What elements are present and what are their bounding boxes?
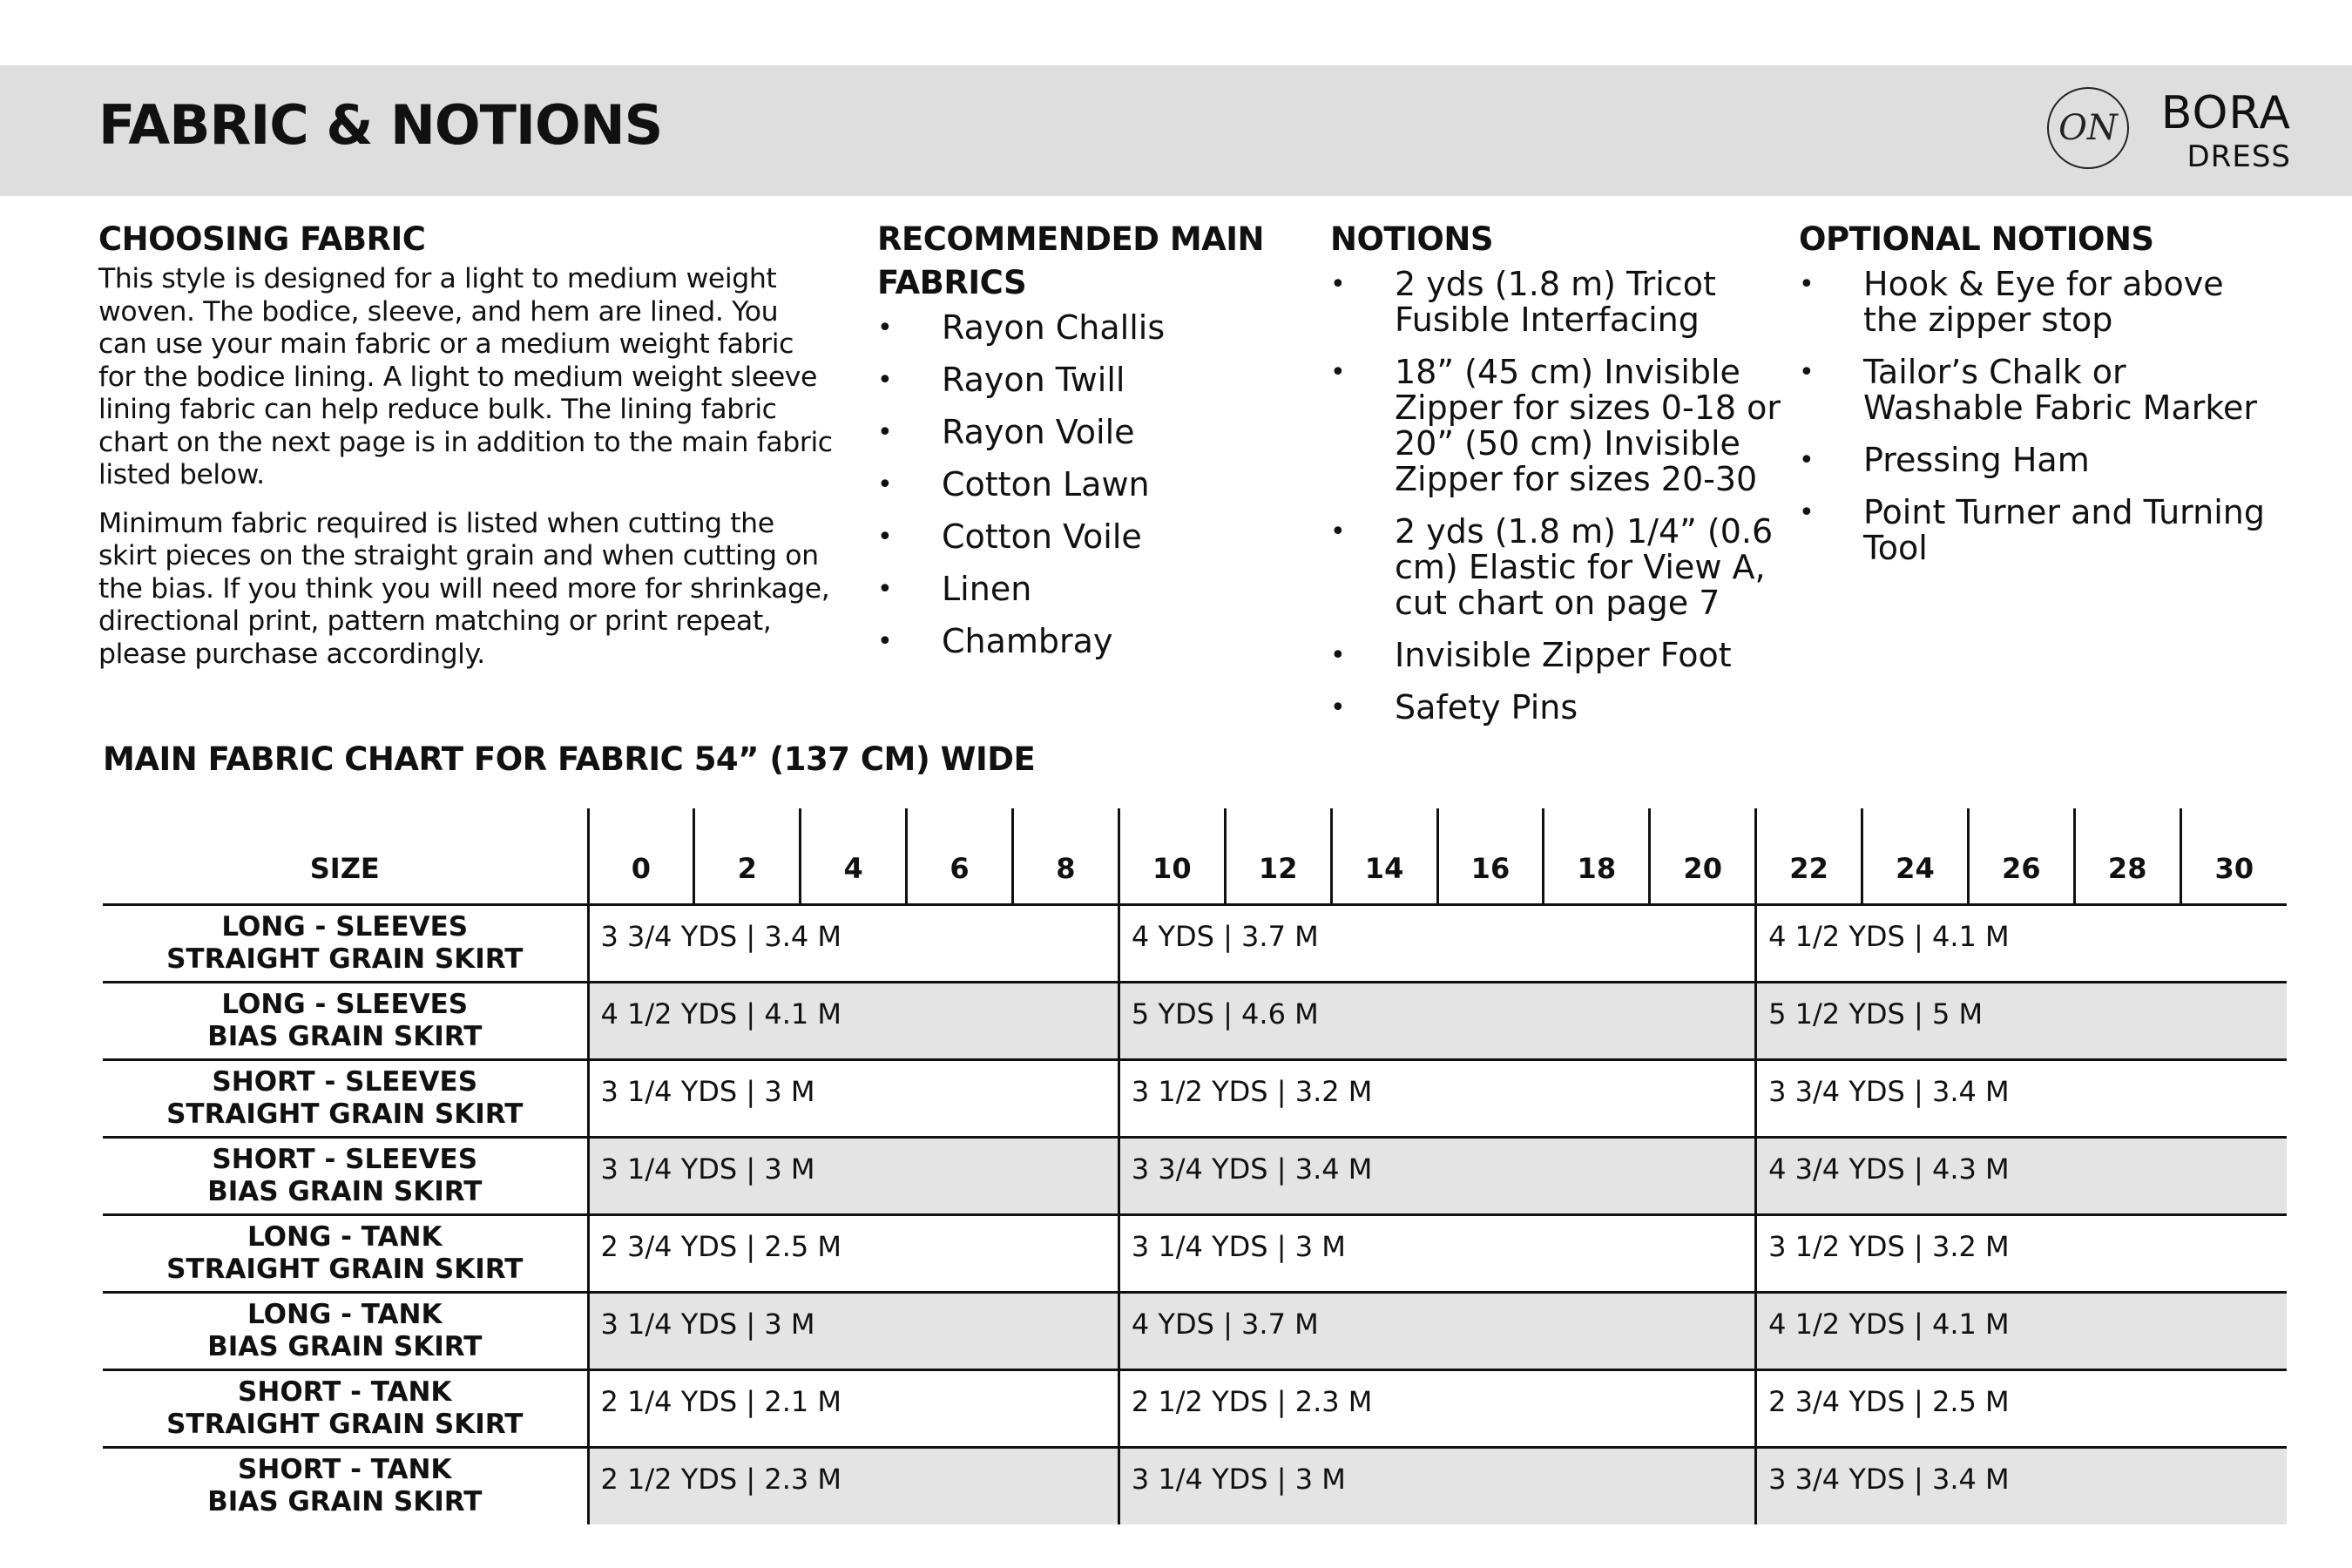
- fabric-chart-table: [103, 808, 2287, 1524]
- size-header-cell: 4: [801, 808, 907, 904]
- size-header-cell: 6: [907, 808, 1013, 904]
- optional-notions-title: OPTIONAL NOTIONS: [1799, 220, 2154, 258]
- recommended-fabrics-section: [877, 218, 1295, 659]
- row-label: [103, 1137, 588, 1214]
- yardage-cell: 4 1/2 YDS | 4.1 M: [588, 982, 1119, 1059]
- yardage-cell: 2 3/4 YDS | 2.5 M: [1756, 1369, 2287, 1447]
- yardage-cell: 4 3/4 YDS | 4.3 M: [1756, 1137, 2287, 1214]
- fabric-chart-title: MAIN FABRIC CHART FOR FABRIC 54” (137 CM) WIDE: [103, 740, 1036, 778]
- size-header-cell: 30: [2180, 808, 2287, 904]
- size-header-cell: 26: [1968, 808, 2074, 904]
- row-label-line2: STRAIGHT GRAIN SKIRT: [166, 1098, 524, 1130]
- yardage-cell: 4 YDS | 3.7 M: [1119, 1292, 1755, 1369]
- row-label-line2: STRAIGHT GRAIN SKIRT: [166, 1408, 524, 1440]
- choosing-fabric-paragraph: Minimum fabric required is listed when cutting the skirt pieces on the straight grain and when cutting on the bias. If you think you will need more for shrinkage, directional print, pattern matching or print repeat, please purchase accordingly.: [98, 507, 830, 670]
- table-row: [103, 982, 2287, 1059]
- size-header-cell: 28: [2074, 808, 2180, 904]
- size-header-cell: 2: [694, 808, 801, 904]
- size-header-cell: 0: [588, 808, 694, 904]
- yardage-cell: 3 1/4 YDS | 3 M: [588, 1059, 1119, 1137]
- notions-list: [1330, 267, 1783, 726]
- yardage-cell: 3 3/4 YDS | 3.4 M: [1119, 1137, 1755, 1214]
- row-label-line2: STRAIGHT GRAIN SKIRT: [166, 943, 524, 975]
- row-label-line1: LONG - SLEEVES: [221, 988, 469, 1020]
- row-label-line2: BIAS GRAIN SKIRT: [207, 1175, 483, 1207]
- list-item: • Cotton Lawn: [877, 467, 1295, 503]
- choosing-fabric-title: CHOOSING FABRIC: [98, 220, 426, 258]
- list-item: • 2 yds (1.8 m) Tricot Fusible Interfacing: [1330, 267, 1783, 338]
- list-item: • Invisible Zipper Foot: [1330, 638, 1783, 673]
- row-label-line1: LONG - TANK: [247, 1298, 443, 1330]
- size-header-cell: 10: [1119, 808, 1225, 904]
- optional-notions-section: [1799, 218, 2287, 566]
- row-label-line2: BIAS GRAIN SKIRT: [207, 1486, 483, 1518]
- list-item: • Tailor’s Chalk or Washable Fabric Marker: [1799, 355, 2287, 426]
- row-label: [103, 1369, 588, 1447]
- notions-section: [1330, 218, 1783, 726]
- size-header-cell: 24: [1862, 808, 1969, 904]
- table-row: [103, 1292, 2287, 1369]
- yardage-cell: 3 3/4 YDS | 3.4 M: [588, 904, 1119, 982]
- table-row: [103, 1137, 2287, 1214]
- row-label: [103, 1447, 588, 1524]
- list-item: • Cotton Voile: [877, 519, 1295, 555]
- row-label-line1: SHORT - TANK: [238, 1375, 452, 1408]
- yardage-cell: 2 1/2 YDS | 2.3 M: [1119, 1369, 1755, 1447]
- list-item: • Chambray: [877, 624, 1295, 659]
- size-header-cell: 8: [1013, 808, 1119, 904]
- row-label-line1: LONG - TANK: [247, 1220, 443, 1253]
- page-title: FABRIC & NOTIONS: [98, 93, 663, 157]
- yardage-cell: 2 1/2 YDS | 2.3 M: [588, 1447, 1119, 1524]
- list-item: • Pressing Ham: [1799, 443, 2287, 478]
- choosing-fabric-section: [98, 218, 835, 671]
- row-label-line2: BIAS GRAIN SKIRT: [207, 1020, 483, 1052]
- table-row: [103, 1369, 2287, 1447]
- row-label: [103, 1292, 588, 1369]
- list-item: • Rayon Challis: [877, 310, 1295, 346]
- list-item: • Hook & Eye for above the zipper stop: [1799, 267, 2287, 338]
- row-label: [103, 904, 588, 982]
- size-header-cell: 20: [1650, 808, 1756, 904]
- size-header-cell: 12: [1225, 808, 1331, 904]
- list-item: • 18” (45 cm) Invisible Zipper for sizes 0-18 or 20” (50 cm) Invisible Zipper for sizes 20-30: [1330, 355, 1783, 497]
- yardage-cell: 3 1/4 YDS | 3 M: [588, 1137, 1119, 1214]
- yardage-cell: 4 1/2 YDS | 4.1 M: [1756, 904, 2287, 982]
- brand-subtitle: DRESS: [2186, 139, 2291, 174]
- size-header-cell: 22: [1756, 808, 1862, 904]
- size-header: SIZE: [103, 808, 588, 904]
- yardage-cell: 3 1/2 YDS | 3.2 M: [1756, 1214, 2287, 1292]
- row-label-line1: SHORT - SLEEVES: [212, 1143, 478, 1175]
- optional-notions-list: [1799, 267, 2287, 566]
- table-row: [103, 1447, 2287, 1524]
- table-row: [103, 1059, 2287, 1137]
- notions-title: NOTIONS: [1330, 220, 1493, 258]
- list-item: • Linen: [877, 571, 1295, 607]
- yardage-cell: 3 1/4 YDS | 3 M: [1119, 1214, 1755, 1292]
- row-label-line2: STRAIGHT GRAIN SKIRT: [166, 1253, 524, 1285]
- brand-logo-icon: ON: [2047, 87, 2129, 169]
- row-label-line2: BIAS GRAIN SKIRT: [207, 1330, 483, 1362]
- row-label-line1: LONG - SLEEVES: [221, 910, 469, 943]
- yardage-cell: 3 1/4 YDS | 3 M: [588, 1292, 1119, 1369]
- row-label: [103, 982, 588, 1059]
- row-label-line1: SHORT - TANK: [238, 1454, 452, 1486]
- yardage-cell: 4 1/2 YDS | 4.1 M: [1756, 1292, 2287, 1369]
- table-row: [103, 904, 2287, 982]
- recommended-fabrics-list: [877, 310, 1295, 659]
- list-item: • Rayon Twill: [877, 362, 1295, 398]
- row-label: [103, 1059, 588, 1137]
- table-header-row: [103, 808, 2287, 904]
- size-header-cell: 18: [1544, 808, 1650, 904]
- row-label: [103, 1214, 588, 1292]
- yardage-cell: 3 3/4 YDS | 3.4 M: [1756, 1447, 2287, 1524]
- list-item: • Rayon Voile: [877, 415, 1295, 450]
- yardage-cell: 2 1/4 YDS | 2.1 M: [588, 1369, 1119, 1447]
- yardage-cell: 5 YDS | 4.6 M: [1119, 982, 1755, 1059]
- yardage-cell: 5 1/2 YDS | 5 M: [1756, 982, 2287, 1059]
- yardage-cell: 3 1/2 YDS | 3.2 M: [1119, 1059, 1755, 1137]
- choosing-fabric-paragraph: This style is designed for a light to medium weight woven. The bodice, sleeve, and hem are lined. You can use your main fabric or a medium weight fabric for the bodice lining. A light to medium weight sleeve lining fabric can help reduce bulk. The lining fabric chart on the next page is in addition to the main fabric listed below.: [98, 263, 833, 490]
- yardage-cell: 4 YDS | 3.7 M: [1119, 904, 1755, 982]
- brand: [2047, 87, 2291, 174]
- yardage-cell: 3 3/4 YDS | 3.4 M: [1756, 1059, 2287, 1137]
- yardage-cell: 3 1/4 YDS | 3 M: [1119, 1447, 1755, 1524]
- list-item: • Safety Pins: [1330, 690, 1783, 726]
- list-item: • Point Turner and Turning Tool: [1799, 495, 2287, 566]
- size-header-cell: 14: [1331, 808, 1437, 904]
- yardage-cell: 2 3/4 YDS | 2.5 M: [588, 1214, 1119, 1292]
- recommended-fabrics-title: RECOMMENDED MAIN FABRICS: [877, 220, 1265, 301]
- table-row: [103, 1214, 2287, 1292]
- list-item: • 2 yds (1.8 m) 1/4” (0.6 cm) Elastic for View A, cut chart on page 7: [1330, 514, 1783, 621]
- brand-name: BORA: [2160, 87, 2291, 139]
- row-label-line1: SHORT - SLEEVES: [212, 1065, 478, 1098]
- size-header-cell: 16: [1437, 808, 1544, 904]
